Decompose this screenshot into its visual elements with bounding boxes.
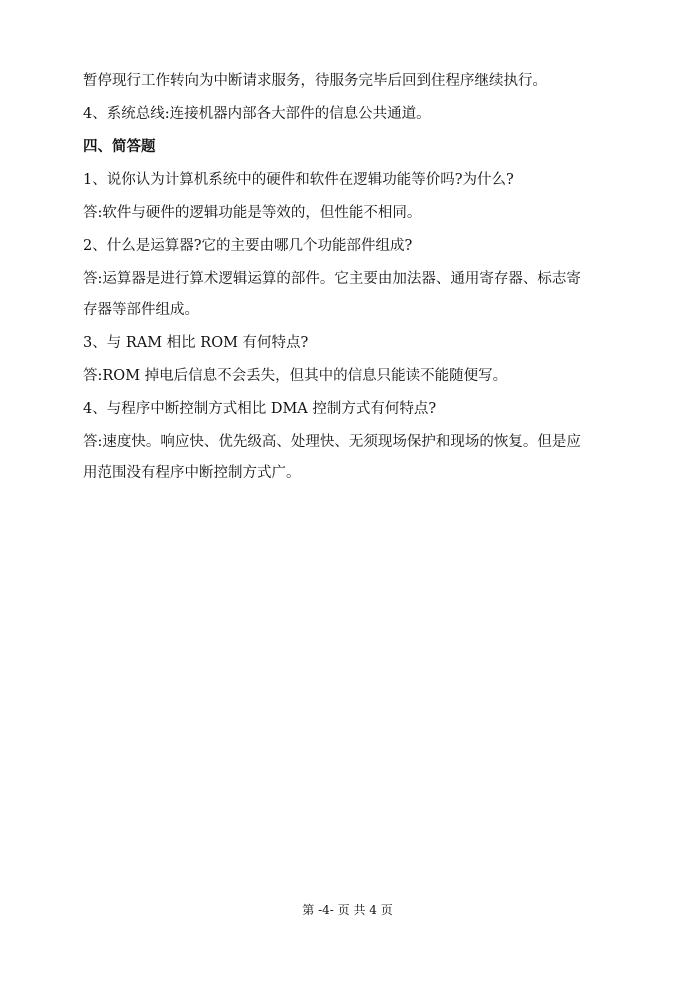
answer-4-line-2: 用范围没有程序中断控制方式广。	[83, 465, 301, 481]
answer-3: 答:ROM 掉电后信息不会丢失，但其中的信息只能读不能随便写。	[83, 368, 508, 384]
answer-4-line-1: 答:速度快。响应快、优先级高、处理快、无须现场保护和现场的恢复。但是应	[83, 434, 581, 450]
question-3: 3、与 RAM 相比 ROM 有何特点?	[83, 335, 309, 351]
answer-1: 答:软件与硬件的逻辑功能是等效的，但性能不相同。	[83, 205, 422, 221]
section-heading-short-answer: 四、简答题	[83, 138, 156, 155]
question-2: 2、什么是运算器?它的主要由哪几个功能部件组成?	[83, 238, 413, 254]
question-4: 4、与程序中断控制方式相比 DMA 控制方式有何特点?	[83, 401, 437, 417]
document-body	[83, 70, 619, 495]
answer-2-line-1: 答:运算器是进行算术逻辑运算的部件。它主要由加法器、通用寄存器、标志寄	[83, 271, 581, 287]
answer-4	[83, 431, 619, 484]
answer-2-line-2: 存器等部件组成。	[83, 302, 199, 318]
answer-2	[83, 268, 619, 321]
paragraph-interrupt-definition-tail: 暂停现行工作转向为中断请求服务，待服务完毕后回到住程序继续执行。	[83, 73, 547, 89]
question-1: 1、说你认为计算机系统中的硬件和软件在逻辑功能等价吗?为什么?	[83, 172, 514, 188]
page-footer-page-number: 第 -4- 页 共 4 页	[302, 903, 393, 917]
paragraph-system-bus-definition: 4、系统总线:连接机器内部各大部件的信息公共通道。	[83, 106, 431, 122]
